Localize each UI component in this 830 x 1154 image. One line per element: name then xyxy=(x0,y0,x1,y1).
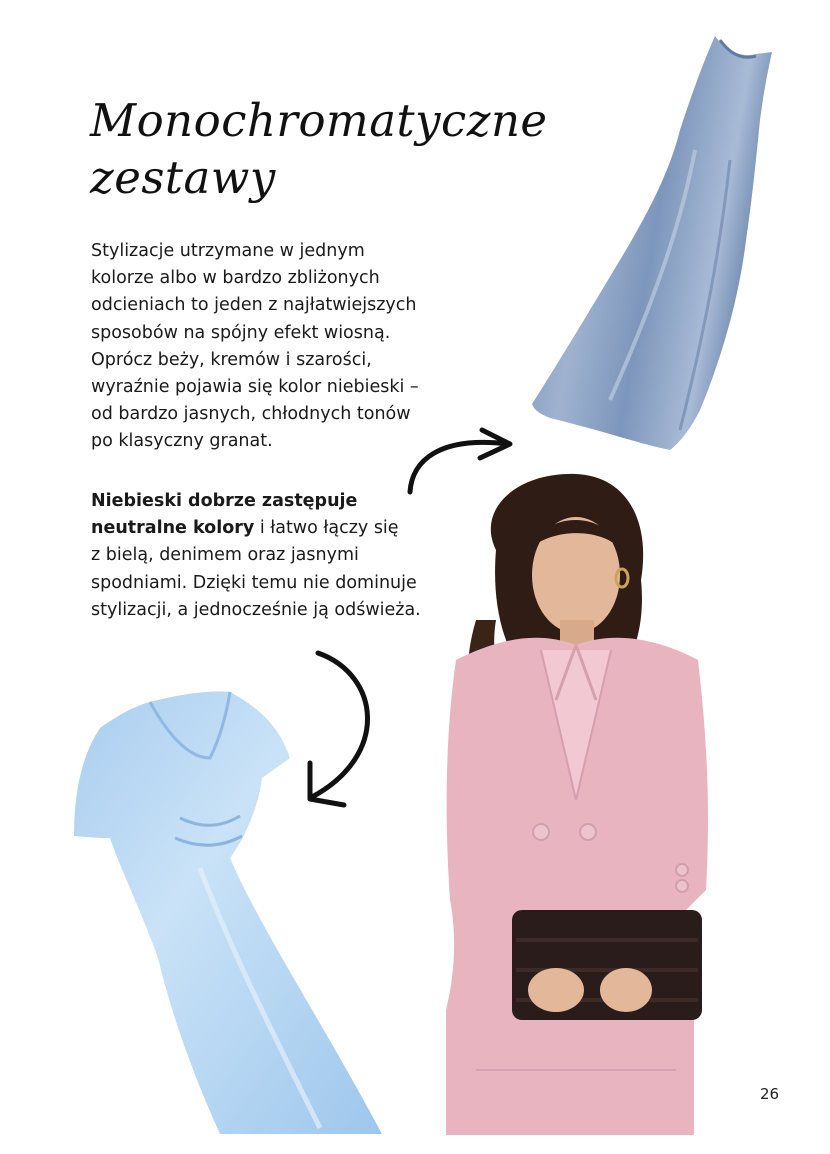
satin-blue-dress-image xyxy=(520,30,790,460)
bold-text: Niebieski dobrze zastępuje xyxy=(91,491,358,511)
text-line: wyraźnie pojawia się kolor niebieski – xyxy=(91,377,419,398)
text-line: Stylizacje utrzymane w jednym xyxy=(91,241,365,261)
text-line: spodniami. Dzięki temu nie dominuje xyxy=(91,572,417,593)
text-line xyxy=(91,488,451,515)
woman-pink-suit-photo xyxy=(436,470,716,1135)
text-line: Oprócz beży, kremów i szarości, xyxy=(91,349,372,370)
text-line xyxy=(91,515,451,542)
text-line: stylizacji, a jednocześnie ją odświeża. xyxy=(91,599,421,620)
blue-color-paragraph xyxy=(91,488,451,624)
text-line: od bardzo jasnych, chłodnych tonów xyxy=(91,404,411,425)
text-line: odcieniach to jeden z najłatwiejszych xyxy=(91,295,417,316)
light-blue-dress-image xyxy=(70,688,390,1138)
text-line: sposobów na spójny efekt wiosną. xyxy=(91,322,391,343)
page-title xyxy=(90,92,570,206)
regular-text: i łatwo łączy się xyxy=(254,518,399,539)
bold-text: neutralne kolory xyxy=(91,518,255,539)
text-line: kolorze albo w bardzo zbliżonych xyxy=(91,268,380,289)
title-line-2: zestawy xyxy=(90,151,276,204)
page-number: 26 xyxy=(760,1085,780,1103)
text-line: po klasyczny granat. xyxy=(91,431,273,452)
text-line: z bielą, denimem oraz jasnymi xyxy=(91,545,359,566)
title-line-1: Monochromatyczne xyxy=(90,94,548,147)
intro-paragraph xyxy=(91,238,451,456)
